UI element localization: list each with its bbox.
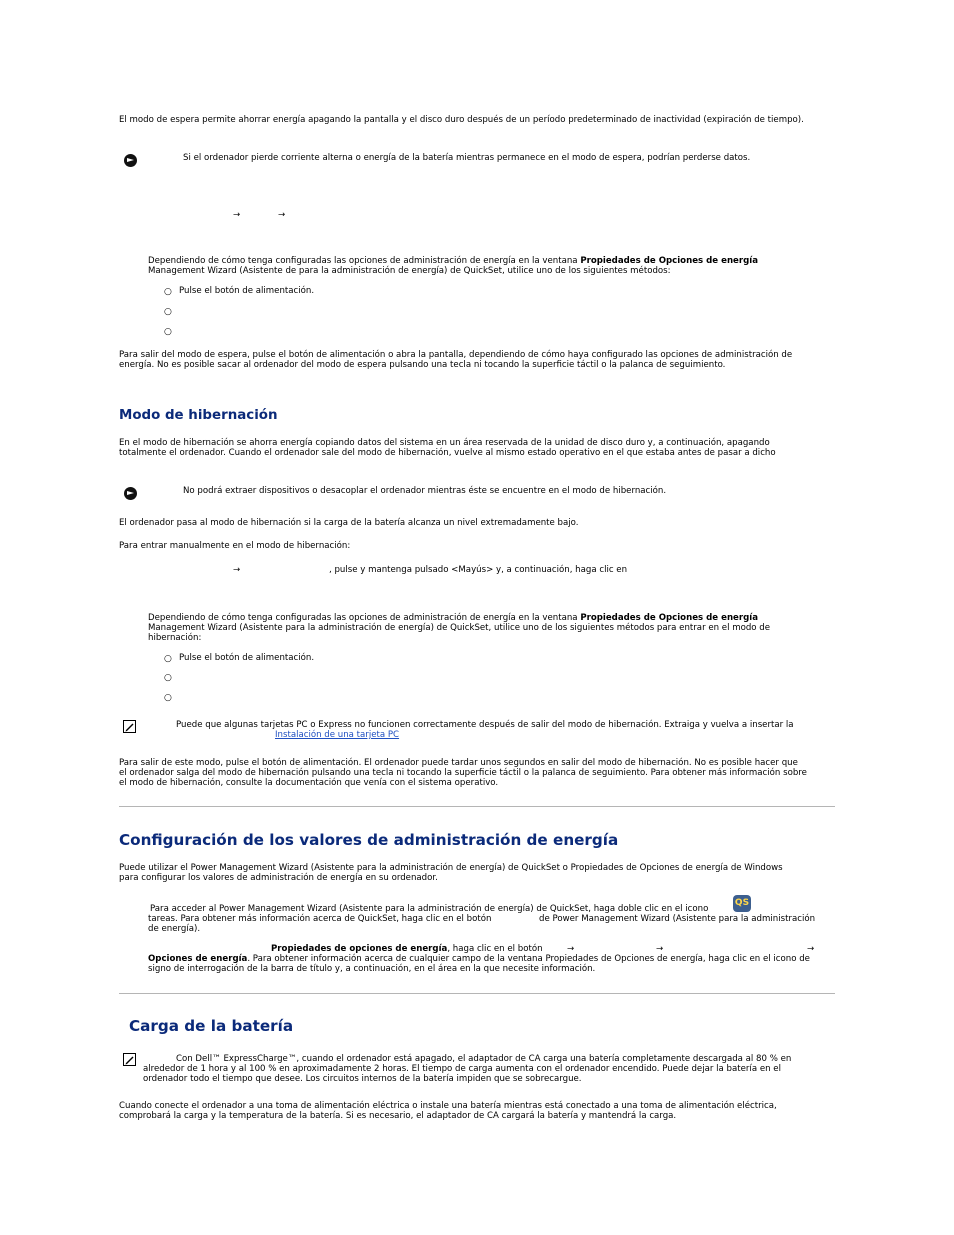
arrow-icon: → bbox=[656, 944, 664, 954]
hibernation-manual: Para entrar manualmente en el modo de hibernación: bbox=[119, 541, 351, 551]
pc-card-install-link[interactable]: Instalación de una tarjeta PC bbox=[275, 730, 400, 740]
hibernation-method-text-3: hibernación: bbox=[148, 633, 202, 643]
bullet-icon: ○ bbox=[164, 693, 172, 703]
note-text-3: ordenador todo el tiempo que desee. Los circuitos internos de la batería impiden que se sobrecargue. bbox=[143, 1074, 582, 1084]
quickset-text-3: de Power Management Wizard (Asistente para la administración bbox=[539, 914, 816, 924]
bullet-icon: ○ bbox=[164, 654, 172, 664]
quickset-text-4: de energía). bbox=[148, 924, 201, 934]
quickset-text-2: tareas. Para obtener más información acerca de QuickSet, haga clic en el botón bbox=[148, 914, 492, 924]
standby-method-text: Dependiendo de cómo tenga configuradas las opciones de administración de energía en la ventana Propiedades de Opciones de energía bbox=[148, 256, 759, 266]
hibernation-low-battery: El ordenador pasa al modo de hibernación si la carga de la batería alcanza un nivel extremadamente bajo. bbox=[119, 518, 579, 528]
hibernation-exit: Para salir de este modo, pulse el botón de alimentación. El ordenador puede tardar unos segundos en salir del modo de hibernación. No es posible hacer que bbox=[119, 758, 798, 768]
arrow-icon: → bbox=[567, 944, 575, 954]
note-pencil-icon bbox=[123, 1053, 136, 1066]
notice-icon bbox=[124, 487, 137, 500]
exit-standby-text: Para salir del modo de espera, pulse el botón de alimentación o abra la pantalla, dependiendo de cómo haya configurado las opciones de administración de bbox=[119, 350, 793, 360]
config-intro-2: para configurar los valores de administración de energía en su ordenador. bbox=[119, 873, 438, 883]
note-text: Con Dell™ ExpressCharge™, cuando el ordenador está apagado, el adaptador de CA carga una batería completamente descargada al 80 % en bbox=[176, 1054, 792, 1064]
section-heading-hibernation: Modo de hibernación bbox=[119, 408, 278, 423]
standby-method-text-2: Management Wizard (Asistente de para la administración de energía) de QuickSet, utilice uno de los siguientes métodos: bbox=[148, 266, 671, 276]
notice-text: No podrá extraer dispositivos o desacoplar el ordenador mientras éste se encuentre en el modo de hibernación. bbox=[183, 486, 667, 496]
hibernation-intro-2: totalmente el ordenador. Cuando el ordenador sale del modo de hibernación, vuelve al mismo estado operativo en el que estaba antes de pasar a dicho bbox=[119, 448, 776, 458]
exit-standby-text-2: energía. No es posible sacar al ordenador del modo de espera pulsando una tecla ni tocando la superficie táctil o la palanca de seguimiento. bbox=[119, 360, 726, 370]
bullet-icon: ○ bbox=[164, 307, 172, 317]
charge-text-2: comprobará la carga y la temperatura de la batería. Si es necesario, el adaptador de CA cargará la batería y mantendrá la carga. bbox=[119, 1111, 677, 1121]
hibernation-step: , pulse y mantenga pulsado <Mayús> y, a continuación, haga clic en bbox=[329, 565, 628, 575]
power-options-text-2: Opciones de energía. Para obtener información acerca de cualquier campo de la ventana Propiedades de Opciones de energía, haga clic en el icono de bbox=[148, 954, 810, 964]
hibernation-method-text: Dependiendo de cómo tenga configuradas las opciones de administración de energía en la ventana Propiedades de Opciones de energía bbox=[148, 613, 759, 623]
section-heading-battery: Carga de la batería bbox=[129, 1017, 294, 1035]
notice-text: Si el ordenador pierde corriente alterna o energía de la batería mientras permanece en el modo de espera, podrían perderse datos. bbox=[183, 153, 751, 163]
note-text-2: alrededor de 1 hora y al 100 % en aproximadamente 2 horas. El tiempo de carga aumenta con el ordenador encendido. Puede dejar la batería en el bbox=[143, 1064, 781, 1074]
hibernation-exit-2: el ordenador salga del modo de hibernación pulsando una tecla ni tocando la superficie táctil o la palanca de seguimiento. Para obtener más información sobre bbox=[119, 768, 807, 778]
bullet-icon: ○ bbox=[164, 287, 172, 297]
list-item: Pulse el botón de alimentación. bbox=[179, 653, 315, 663]
hibernation-intro: En el modo de hibernación se ahorra energía copiando datos del sistema en un área reservada de la unidad de disco duro y, a continuación, apagando bbox=[119, 438, 770, 448]
standby-intro: El modo de espera permite ahorrar energía apagando la pantalla y el disco duro después de un período predeterminado de inactividad (expiración de tiempo). bbox=[119, 115, 804, 125]
divider bbox=[119, 993, 835, 994]
power-options-text-3: signo de interrogación de la barra de título y, a continuación, en el área en la que necesite información. bbox=[148, 964, 596, 974]
charge-text: Cuando conecte el ordenador a una toma de alimentación eléctrica o instale una batería mientras está conectado a una toma de alimentación eléctrica, bbox=[119, 1101, 777, 1111]
arrow-icon: → bbox=[807, 944, 815, 954]
note-pencil-icon bbox=[123, 720, 136, 733]
note-text: Puede que algunas tarjetas PC o Express no funcionen correctamente después de salir del modo de hibernación. Extraiga y vuelva a insertar la bbox=[176, 720, 794, 730]
notice-icon bbox=[124, 154, 137, 167]
power-options-text: Propiedades de opciones de energía, haga clic en el botón bbox=[271, 944, 543, 954]
quickset-text: Para acceder al Power Management Wizard (Asistente para la administración de energía) de QuickSet, haga doble clic en el icono bbox=[150, 904, 709, 914]
list-item: Pulse el botón de alimentación. bbox=[179, 286, 315, 296]
arrow-icon: → bbox=[233, 210, 241, 220]
hibernation-exit-3: el modo de hibernación, consulte la documentación que venía con el sistema operativo. bbox=[119, 778, 499, 788]
section-heading-config: Configuración de los valores de administración de energía bbox=[119, 831, 619, 849]
arrow-icon: → bbox=[233, 565, 241, 575]
bullet-icon: ○ bbox=[164, 327, 172, 337]
hibernation-method-text-2: Management Wizard (Asistente para la administración de energía) de QuickSet, utilice uno de los siguientes métodos para entrar en el modo de bbox=[148, 623, 771, 633]
quickset-icon[interactable]: QS bbox=[733, 895, 751, 912]
arrow-icon: → bbox=[278, 210, 286, 220]
config-intro: Puede utilizar el Power Management Wizard (Asistente para la administración de energía) de QuickSet o Propiedades de Opciones de energía de Windows bbox=[119, 863, 783, 873]
bullet-icon: ○ bbox=[164, 673, 172, 683]
divider bbox=[119, 806, 835, 807]
